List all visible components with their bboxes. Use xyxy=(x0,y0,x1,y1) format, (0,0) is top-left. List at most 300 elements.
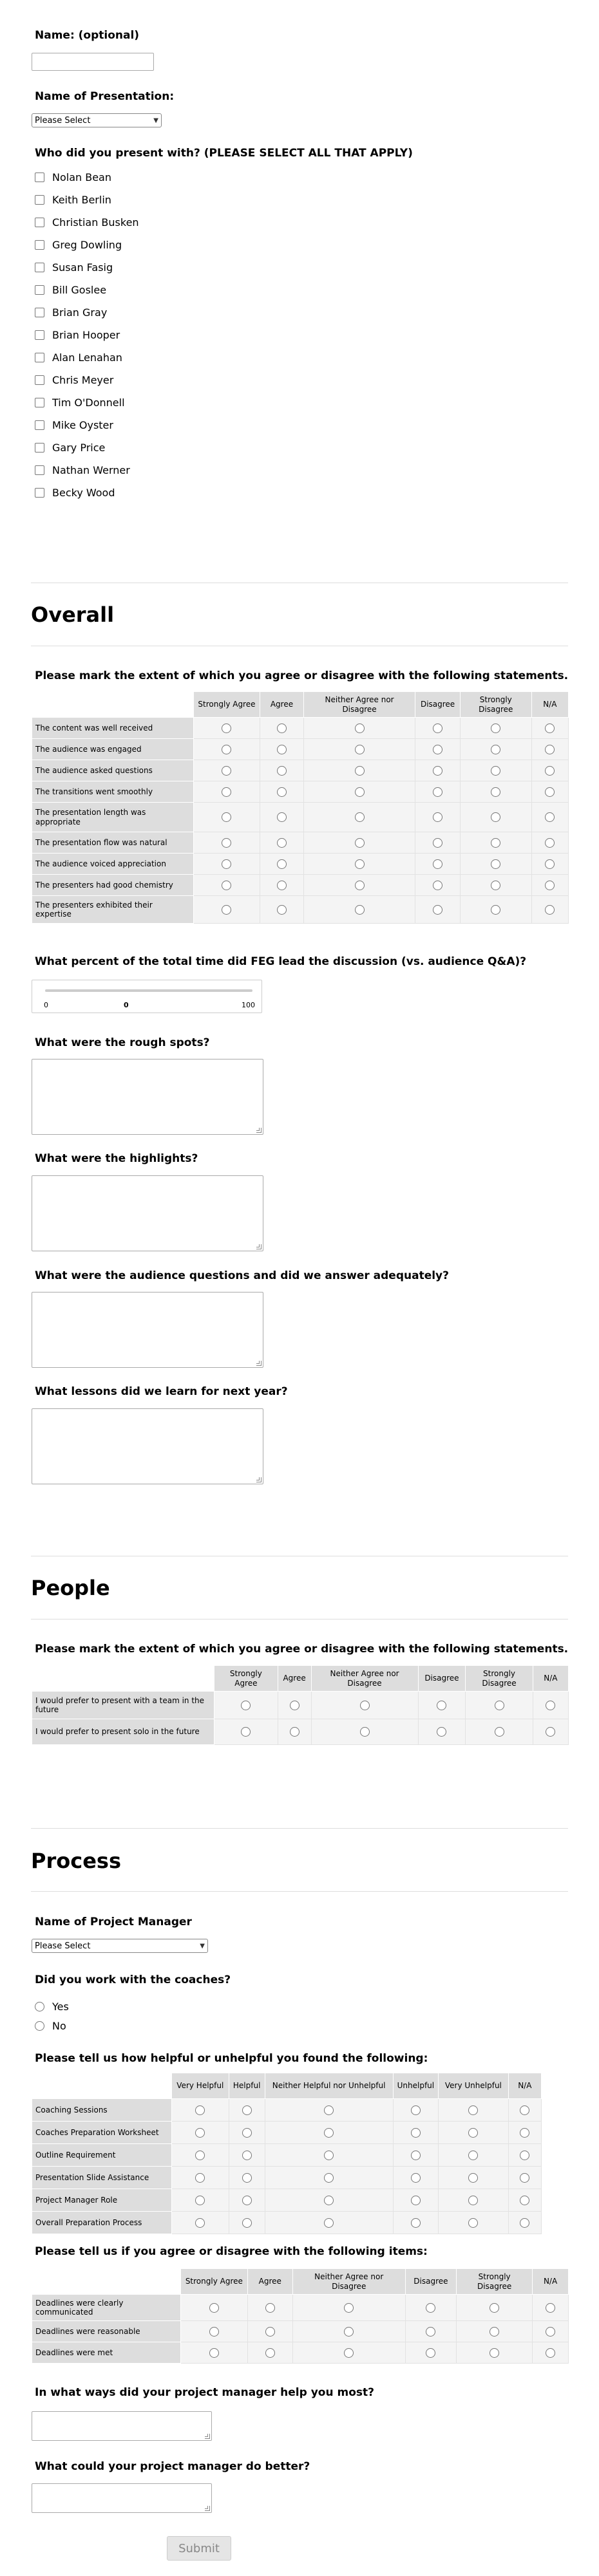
matrix-cell[interactable] xyxy=(508,2212,541,2234)
radio-button[interactable] xyxy=(546,2348,555,2358)
matrix-cell[interactable] xyxy=(533,1692,568,1719)
matrix-cell[interactable] xyxy=(531,832,568,854)
radio-button[interactable] xyxy=(411,2105,421,2115)
radio-button[interactable] xyxy=(433,881,442,890)
matrix-cell[interactable] xyxy=(260,781,304,803)
checkbox[interactable] xyxy=(35,195,44,205)
presenter-option[interactable] xyxy=(35,324,139,346)
matrix-cell[interactable] xyxy=(466,1692,533,1719)
radio-button[interactable] xyxy=(277,859,287,869)
radio-button[interactable] xyxy=(277,881,287,890)
presenter-option[interactable] xyxy=(35,369,139,391)
presenter-option[interactable] xyxy=(35,256,139,279)
matrix-cell[interactable] xyxy=(508,2167,541,2189)
matrix-cell[interactable] xyxy=(193,832,260,854)
matrix-cell[interactable] xyxy=(278,1692,311,1719)
matrix-cell[interactable] xyxy=(531,875,568,896)
matrix-cell[interactable] xyxy=(460,803,531,832)
matrix-cell[interactable] xyxy=(303,760,415,781)
matrix-cell[interactable] xyxy=(292,2295,405,2321)
radio-button[interactable] xyxy=(411,2196,421,2205)
matrix-cell[interactable] xyxy=(229,2122,265,2144)
radio-button[interactable] xyxy=(355,859,365,869)
matrix-cell[interactable] xyxy=(531,739,568,760)
radio-button[interactable] xyxy=(468,2196,478,2205)
matrix-cell[interactable] xyxy=(311,1692,418,1719)
radio-button[interactable] xyxy=(545,838,555,848)
radio-button[interactable] xyxy=(520,2105,529,2115)
matrix-cell[interactable] xyxy=(439,2167,509,2189)
radio-button[interactable] xyxy=(355,723,365,733)
matrix-column-header: Strongly Agree xyxy=(214,1666,278,1692)
checkbox[interactable] xyxy=(35,488,44,498)
radio-button[interactable] xyxy=(222,787,231,797)
pm-select[interactable] xyxy=(32,1939,208,1953)
radio-button[interactable] xyxy=(242,2218,252,2228)
matrix-cell[interactable] xyxy=(171,2189,229,2212)
matrix-cell[interactable] xyxy=(180,2321,247,2342)
radio-button[interactable] xyxy=(195,2151,205,2160)
radio-button[interactable] xyxy=(520,2196,529,2205)
audience-questions-textarea[interactable] xyxy=(32,1292,263,1368)
radio-button[interactable] xyxy=(426,2327,435,2337)
matrix-cell[interactable] xyxy=(393,2212,439,2234)
resize-grip-icon[interactable] xyxy=(205,2434,210,2439)
radio-button[interactable] xyxy=(468,2218,478,2228)
radio-button[interactable] xyxy=(491,787,500,797)
matrix-cell[interactable] xyxy=(405,2342,456,2364)
radio-button[interactable] xyxy=(468,2151,478,2160)
radio-button[interactable] xyxy=(222,881,231,890)
matrix-cell[interactable] xyxy=(260,739,304,760)
checkbox[interactable] xyxy=(35,263,44,272)
matrix-cell[interactable] xyxy=(193,854,260,875)
matrix-cell[interactable] xyxy=(531,854,568,875)
radio-button[interactable] xyxy=(242,2173,252,2183)
radio-button[interactable] xyxy=(433,745,442,754)
checkbox[interactable] xyxy=(35,308,44,317)
matrix-cell[interactable] xyxy=(193,739,260,760)
matrix-cell[interactable] xyxy=(247,2295,292,2321)
matrix-row-label: The audience voiced appreciation xyxy=(32,854,194,875)
matrix-cell[interactable] xyxy=(439,2189,509,2212)
radio-button[interactable] xyxy=(355,905,365,915)
matrix-cell[interactable] xyxy=(265,2167,393,2189)
radio-button[interactable] xyxy=(520,2218,529,2228)
radio-button[interactable] xyxy=(242,2105,252,2115)
radio-button[interactable] xyxy=(545,812,555,822)
radio-button[interactable] xyxy=(468,2105,478,2115)
radio-button[interactable] xyxy=(491,881,500,890)
matrix-cell[interactable] xyxy=(260,896,304,924)
radio-button[interactable] xyxy=(545,905,555,915)
radio-button[interactable] xyxy=(360,1701,370,1710)
radio-button[interactable] xyxy=(242,2128,252,2138)
matrix-cell[interactable] xyxy=(171,2167,229,2189)
percent-slider[interactable] xyxy=(32,980,262,1013)
matrix-cell[interactable] xyxy=(171,2099,229,2122)
radio-button[interactable] xyxy=(468,2128,478,2138)
matrix-cell[interactable] xyxy=(247,2342,292,2364)
presenter-option[interactable] xyxy=(35,211,139,234)
matrix-cell[interactable] xyxy=(460,718,531,739)
checkbox[interactable] xyxy=(35,173,44,182)
radio-button[interactable] xyxy=(491,745,500,754)
radio-button[interactable] xyxy=(491,838,500,848)
matrix-cell[interactable] xyxy=(460,739,531,760)
radio-button[interactable] xyxy=(491,766,500,776)
matrix-cell[interactable] xyxy=(229,2099,265,2122)
rough-spots-textarea[interactable] xyxy=(32,1059,263,1135)
radio-button[interactable] xyxy=(222,766,231,776)
matrix-cell[interactable] xyxy=(460,875,531,896)
matrix-cell[interactable] xyxy=(439,2212,509,2234)
matrix-cell[interactable] xyxy=(260,760,304,781)
matrix-cell[interactable] xyxy=(193,875,260,896)
radio-button[interactable] xyxy=(545,787,555,797)
matrix-cell[interactable] xyxy=(260,718,304,739)
radio-button[interactable] xyxy=(241,1727,251,1737)
matrix-cell[interactable] xyxy=(260,854,304,875)
matrix-cell[interactable] xyxy=(393,2189,439,2212)
matrix-cell[interactable] xyxy=(415,854,461,875)
presenter-option[interactable] xyxy=(35,301,139,324)
radio-button[interactable] xyxy=(355,787,365,797)
radio-button[interactable] xyxy=(242,2151,252,2160)
matrix-cell[interactable] xyxy=(303,718,415,739)
radio-button[interactable] xyxy=(495,1727,504,1737)
radio-button[interactable] xyxy=(324,2105,334,2115)
matrix-cell[interactable] xyxy=(292,2321,405,2342)
matrix-cell[interactable] xyxy=(418,1692,466,1719)
matrix-cell[interactable] xyxy=(508,2144,541,2167)
radio-button[interactable] xyxy=(433,838,442,848)
radio-button[interactable] xyxy=(355,766,365,776)
radio-button[interactable] xyxy=(195,2196,205,2205)
radio-button[interactable] xyxy=(344,2327,354,2337)
matrix-cell[interactable] xyxy=(260,832,304,854)
matrix-cell[interactable] xyxy=(533,1719,568,1745)
radio-button[interactable] xyxy=(35,2002,44,2011)
matrix-cell[interactable] xyxy=(265,2212,393,2234)
checkbox[interactable] xyxy=(35,240,44,250)
matrix-cell[interactable] xyxy=(531,896,568,924)
checkbox[interactable] xyxy=(35,465,44,475)
matrix-cell[interactable] xyxy=(457,2295,533,2321)
radio-button[interactable] xyxy=(490,2327,499,2337)
matrix-cell[interactable] xyxy=(171,2144,229,2167)
checkbox[interactable] xyxy=(35,353,44,362)
radio-button[interactable] xyxy=(546,2303,555,2313)
matrix-cell[interactable] xyxy=(229,2212,265,2234)
resize-grip-icon[interactable] xyxy=(205,2506,210,2511)
matrix-cell[interactable] xyxy=(229,2167,265,2189)
matrix-cell[interactable] xyxy=(508,2099,541,2122)
radio-button[interactable] xyxy=(426,2348,435,2358)
matrix-cell[interactable] xyxy=(265,2144,393,2167)
matrix-cell[interactable] xyxy=(460,896,531,924)
radio-button[interactable] xyxy=(546,1701,555,1710)
matrix-cell[interactable] xyxy=(193,718,260,739)
radio-button[interactable] xyxy=(491,859,500,869)
matrix-cell[interactable] xyxy=(415,718,461,739)
matrix-cell[interactable] xyxy=(171,2212,229,2234)
matrix-cell[interactable] xyxy=(439,2122,509,2144)
radio-button[interactable] xyxy=(344,2348,354,2358)
matrix-cell[interactable] xyxy=(405,2321,456,2342)
matrix-cell[interactable] xyxy=(393,2144,439,2167)
matrix-cell[interactable] xyxy=(460,832,531,854)
radio-button[interactable] xyxy=(277,812,287,822)
matrix-cell[interactable] xyxy=(460,760,531,781)
radio-button[interactable] xyxy=(545,723,555,733)
presenter-option[interactable] xyxy=(35,459,139,481)
radio-button[interactable] xyxy=(195,2128,205,2138)
radio-button[interactable] xyxy=(265,2303,275,2313)
matrix-cell[interactable] xyxy=(260,803,304,832)
matrix-cell[interactable] xyxy=(303,739,415,760)
presenter-option[interactable] xyxy=(35,414,139,436)
radio-button[interactable] xyxy=(546,1727,555,1737)
matrix-cell[interactable] xyxy=(415,896,461,924)
matrix-cell[interactable] xyxy=(180,2342,247,2364)
radio-button[interactable] xyxy=(222,859,231,869)
radio-button[interactable] xyxy=(277,787,287,797)
radio-button[interactable] xyxy=(324,2196,334,2205)
matrix-cell[interactable] xyxy=(303,854,415,875)
radio-button[interactable] xyxy=(195,2105,205,2115)
radio-button[interactable] xyxy=(433,859,442,869)
radio-button[interactable] xyxy=(222,723,231,733)
matrix-cell[interactable] xyxy=(439,2099,509,2122)
resize-grip-icon[interactable] xyxy=(256,1128,261,1133)
matrix-cell[interactable] xyxy=(533,2342,569,2364)
radio-button[interactable] xyxy=(277,905,287,915)
checkbox[interactable] xyxy=(35,218,44,227)
resize-grip-icon[interactable] xyxy=(256,1477,261,1482)
matrix-cell[interactable] xyxy=(303,896,415,924)
radio-button[interactable] xyxy=(277,838,287,848)
radio-button[interactable] xyxy=(520,2151,529,2160)
presenter-option[interactable] xyxy=(35,481,139,504)
matrix-cell[interactable] xyxy=(415,781,461,803)
pm-better-textarea[interactable] xyxy=(32,2483,212,2513)
radio-button[interactable] xyxy=(491,723,500,733)
radio-button[interactable] xyxy=(545,881,555,890)
matrix-cell[interactable] xyxy=(439,2144,509,2167)
radio-button[interactable] xyxy=(242,2196,252,2205)
checkbox[interactable] xyxy=(35,420,44,430)
radio-button[interactable] xyxy=(265,2327,275,2337)
checkbox[interactable] xyxy=(35,443,44,453)
radio-button[interactable] xyxy=(355,812,365,822)
matrix-cell[interactable] xyxy=(193,760,260,781)
radio-button[interactable] xyxy=(433,766,442,776)
radio-button[interactable] xyxy=(324,2218,334,2228)
matrix-row xyxy=(32,2342,569,2364)
checkbox[interactable] xyxy=(35,285,44,295)
radio-button[interactable] xyxy=(411,2218,421,2228)
matrix-cell[interactable] xyxy=(415,760,461,781)
radio-button[interactable] xyxy=(290,1727,300,1737)
radio-button[interactable] xyxy=(222,905,231,915)
radio-button[interactable] xyxy=(437,1701,446,1710)
radio-button[interactable] xyxy=(437,1727,446,1737)
radio-button[interactable] xyxy=(355,745,365,754)
matrix-cell[interactable] xyxy=(303,875,415,896)
radio-button[interactable] xyxy=(433,905,442,915)
matrix-cell[interactable] xyxy=(171,2122,229,2144)
radio-button[interactable] xyxy=(411,2128,421,2138)
matrix-row-label: The presenters exhibited their expertise xyxy=(32,896,194,924)
radio-button[interactable] xyxy=(277,745,287,754)
pm-select-value: Please Select xyxy=(35,1941,91,1951)
matrix-cell[interactable] xyxy=(415,803,461,832)
radio-button[interactable] xyxy=(277,723,287,733)
presenter-option[interactable] xyxy=(35,279,139,301)
radio-button[interactable] xyxy=(222,745,231,754)
resize-grip-icon[interactable] xyxy=(256,1244,261,1249)
presenter-option[interactable] xyxy=(35,234,139,256)
checkbox[interactable] xyxy=(35,375,44,385)
radio-button[interactable] xyxy=(222,812,231,822)
radio-button[interactable] xyxy=(491,905,500,915)
radio-button[interactable] xyxy=(490,2348,499,2358)
matrix-cell[interactable] xyxy=(229,2144,265,2167)
highlights-textarea[interactable] xyxy=(32,1175,263,1251)
radio-button[interactable] xyxy=(468,2173,478,2183)
radio-button[interactable] xyxy=(433,812,442,822)
radio-button[interactable] xyxy=(360,1727,370,1737)
radio-button[interactable] xyxy=(355,838,365,848)
radio-button[interactable] xyxy=(520,2173,529,2183)
matrix-cell[interactable] xyxy=(214,1692,278,1719)
radio-button[interactable] xyxy=(324,2151,334,2160)
matrix-cell[interactable] xyxy=(533,2295,569,2321)
radio-button[interactable] xyxy=(545,859,555,869)
matrix-cell[interactable] xyxy=(460,854,531,875)
matrix-cell[interactable] xyxy=(265,2122,393,2144)
radio-button[interactable] xyxy=(546,2327,555,2337)
presenter-option[interactable] xyxy=(35,436,139,459)
coaches-option[interactable] xyxy=(35,2016,69,2035)
matrix-cell[interactable] xyxy=(292,2342,405,2364)
matrix-cell[interactable] xyxy=(533,2321,569,2342)
radio-button[interactable] xyxy=(545,766,555,776)
radio-button[interactable] xyxy=(433,787,442,797)
radio-button[interactable] xyxy=(209,2348,219,2358)
matrix-cell[interactable] xyxy=(265,2189,393,2212)
matrix-cell[interactable] xyxy=(214,1719,278,1745)
radio-button[interactable] xyxy=(495,1701,504,1710)
matrix-cell[interactable] xyxy=(508,2189,541,2212)
matrix-cell[interactable] xyxy=(405,2295,456,2321)
resize-grip-icon[interactable] xyxy=(256,1361,261,1366)
matrix-cell[interactable] xyxy=(393,2167,439,2189)
radio-button[interactable] xyxy=(277,766,287,776)
matrix-cell[interactable] xyxy=(418,1719,466,1745)
presenter-name: Christian Busken xyxy=(52,216,139,229)
radio-button[interactable] xyxy=(433,723,442,733)
radio-button[interactable] xyxy=(265,2348,275,2358)
presentation-select[interactable] xyxy=(32,113,162,127)
matrix-cell[interactable] xyxy=(193,803,260,832)
slider-track[interactable] xyxy=(45,989,252,992)
radio-button[interactable] xyxy=(491,812,500,822)
matrix-cell[interactable] xyxy=(247,2321,292,2342)
radio-button[interactable] xyxy=(209,2303,219,2313)
presenter-option[interactable] xyxy=(35,391,139,414)
matrix-cell[interactable] xyxy=(303,781,415,803)
radio-button[interactable] xyxy=(411,2173,421,2183)
radio-button[interactable] xyxy=(490,2303,499,2313)
pm-help-textarea[interactable] xyxy=(32,2411,212,2441)
radio-button[interactable] xyxy=(426,2303,435,2313)
matrix-cell[interactable] xyxy=(531,760,568,781)
matrix-cell[interactable] xyxy=(531,803,568,832)
matrix-cell[interactable] xyxy=(265,2099,393,2122)
matrix-cell[interactable] xyxy=(180,2295,247,2321)
lessons-textarea[interactable] xyxy=(32,1408,263,1484)
matrix-cell[interactable] xyxy=(278,1719,311,1745)
radio-button[interactable] xyxy=(324,2128,334,2138)
matrix-cell[interactable] xyxy=(311,1719,418,1745)
submit-button[interactable]: Submit xyxy=(167,2536,231,2561)
presenter-option[interactable] xyxy=(35,189,139,211)
radio-button[interactable] xyxy=(344,2303,354,2313)
matrix-cell[interactable] xyxy=(393,2122,439,2144)
matrix-cell[interactable] xyxy=(303,803,415,832)
matrix-cell[interactable] xyxy=(229,2189,265,2212)
matrix-cell[interactable] xyxy=(508,2122,541,2144)
radio-button[interactable] xyxy=(35,2021,44,2031)
radio-button[interactable] xyxy=(290,1701,300,1710)
matrix-cell[interactable] xyxy=(460,781,531,803)
matrix-cell[interactable] xyxy=(415,739,461,760)
matrix-cell[interactable] xyxy=(457,2342,533,2364)
radio-button[interactable] xyxy=(411,2151,421,2160)
radio-button[interactable] xyxy=(222,838,231,848)
radio-button[interactable] xyxy=(545,745,555,754)
matrix-cell[interactable] xyxy=(260,875,304,896)
radio-button[interactable] xyxy=(355,881,365,890)
presenter-option[interactable] xyxy=(35,166,139,189)
radio-button[interactable] xyxy=(195,2218,205,2228)
matrix-cell[interactable] xyxy=(303,832,415,854)
matrix-cell[interactable] xyxy=(193,896,260,924)
matrix-cell[interactable] xyxy=(415,875,461,896)
matrix-row-label: The audience asked questions xyxy=(32,760,194,781)
matrix-cell[interactable] xyxy=(193,781,260,803)
matrix-header-row xyxy=(32,692,569,718)
coaches-option[interactable] xyxy=(35,1997,69,2016)
radio-button[interactable] xyxy=(324,2173,334,2183)
radio-button[interactable] xyxy=(195,2173,205,2183)
matrix-cell[interactable] xyxy=(457,2321,533,2342)
matrix-cell[interactable] xyxy=(531,781,568,803)
checkbox[interactable] xyxy=(35,398,44,407)
presenter-option[interactable] xyxy=(35,346,139,369)
matrix-cell[interactable] xyxy=(466,1719,533,1745)
checkbox[interactable] xyxy=(35,330,44,340)
name-input[interactable] xyxy=(32,53,154,71)
matrix-cell[interactable] xyxy=(415,832,461,854)
radio-button[interactable] xyxy=(209,2327,219,2337)
matrix-cell[interactable] xyxy=(393,2099,439,2122)
radio-button[interactable] xyxy=(241,1701,251,1710)
matrix-cell[interactable] xyxy=(531,718,568,739)
radio-button[interactable] xyxy=(520,2128,529,2138)
